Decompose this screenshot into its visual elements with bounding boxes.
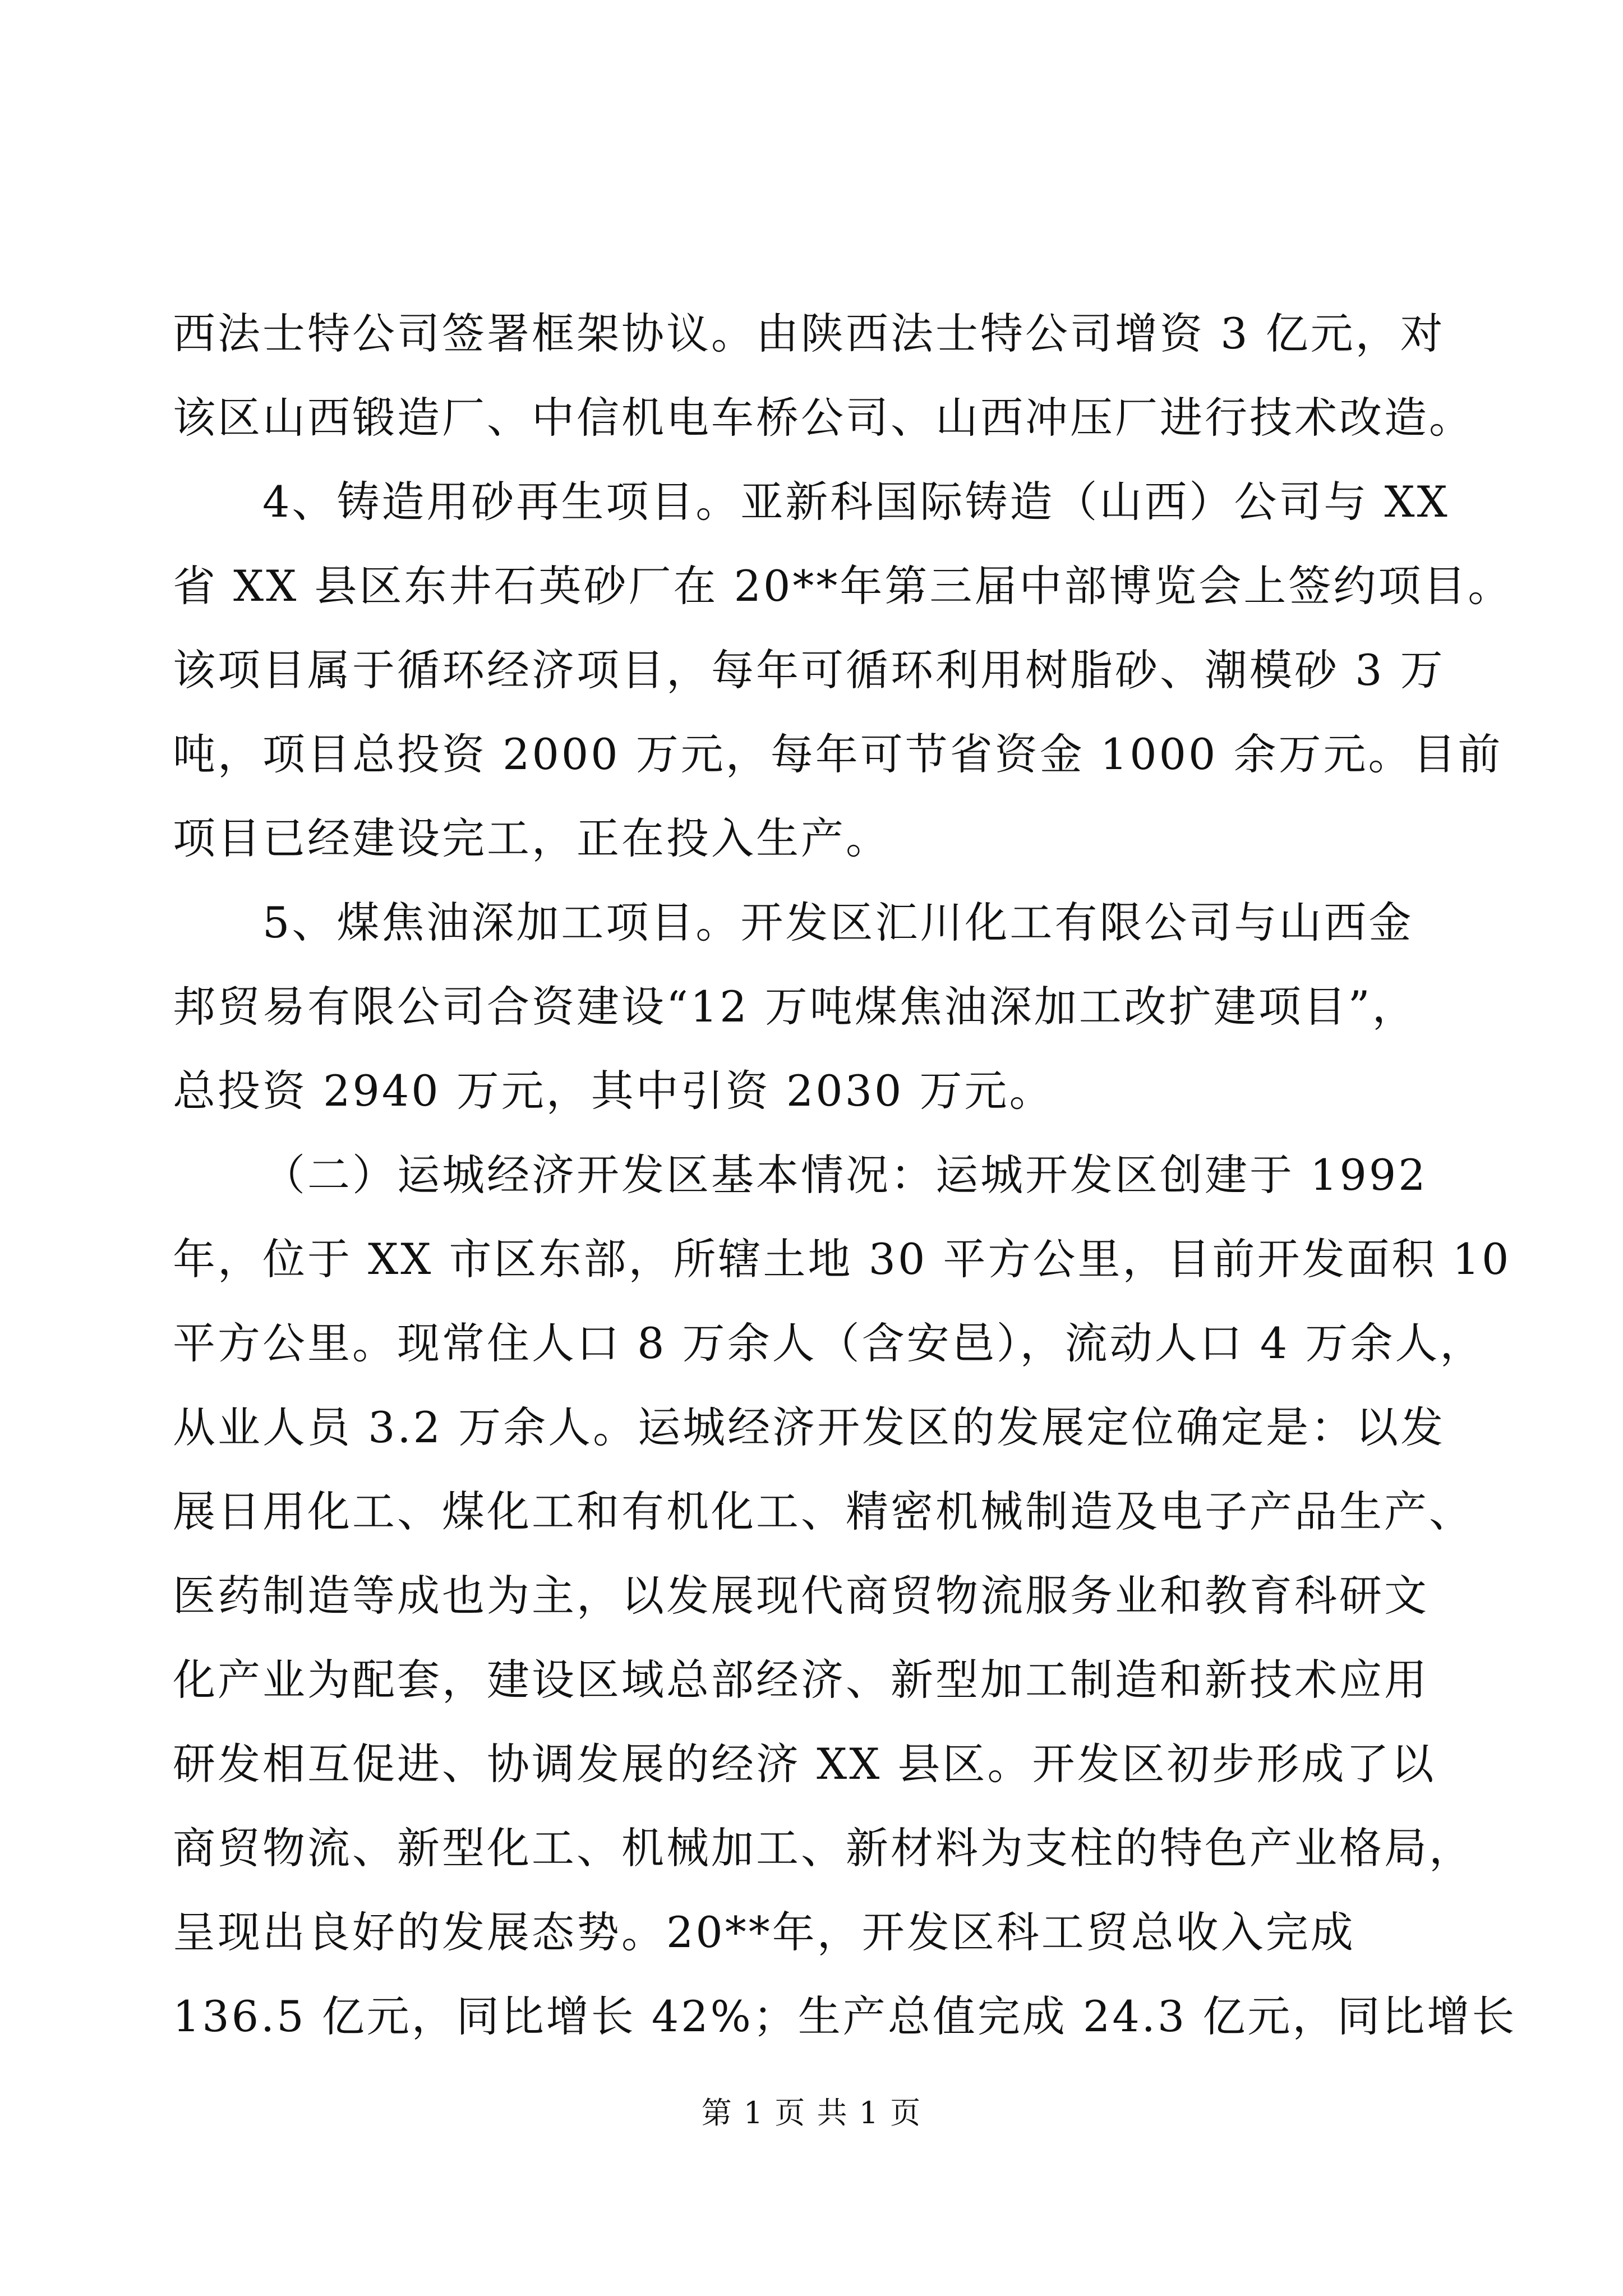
paragraph-item-5 <box>173 881 1451 1133</box>
paragraph-continuation <box>173 292 1474 460</box>
text-line: 研发相互促进、协调发展的经济 XX 县区。开发区初步形成了以 <box>173 1739 1436 1789</box>
text-line: 总投资 2940 万元，其中引资 2030 万元。 <box>173 1066 1054 1116</box>
text-line: 吨，项目总投资 2000 万元，每年可节省资金 1000 余万元。目前 <box>173 729 1503 779</box>
text-line: 商贸物流、新型化工、机械加工、新材料为支柱的特色产业格局， <box>173 1823 1474 1873</box>
text-line: 化产业为配套，建设区域总部经济、新型加工制造和新技术应用 <box>173 1655 1429 1705</box>
page-number: 第 1 页 共 1 页 <box>701 2095 922 2131</box>
text-line: 项目已经建设完工，正在投入生产。 <box>173 813 891 863</box>
text-line: 医药制造等成也为主，以发展现代商贸物流服务业和教育科研文 <box>173 1571 1429 1621</box>
document-body <box>173 292 1517 2059</box>
paragraph-item-4 <box>173 460 1513 881</box>
text-line: 展日用化工、煤化工和有机化工、精密机械制造及电子产品生产、 <box>173 1487 1474 1536</box>
text-line: 4、铸造用砂再生项目。亚新科国际铸造（山西）公司与 XX <box>262 477 1450 527</box>
text-line: 5、煤焦油深加工项目。开发区汇川化工有限公司与山西金 <box>262 898 1414 947</box>
text-line: 年，位于 XX 市区东部，所辖土地 30 平方公里，目前开发面积 10 <box>173 1234 1511 1284</box>
paragraph-section-2 <box>173 1133 1517 2059</box>
text-line: 呈现出良好的发展态势。20**年，开发区科工贸总收入完成 <box>173 1907 1355 1957</box>
text-line: 平方公里。现常住人口 8 万余人（含安邑），流动人口 4 万余人， <box>173 1318 1485 1368</box>
text-line: 省 XX 县区东井石英砂厂在 20**年第三届中部博览会上签约项目。 <box>173 561 1513 611</box>
text-line: 136.5 亿元，同比增长 42%；生产总值完成 24.3 亿元，同比增长 <box>173 1991 1517 2041</box>
text-line: 从业人员 3.2 万余人。运城经济开发区的发展定位确定是：以发 <box>173 1402 1446 1452</box>
text-line: 该区山西锻造厂、中信机电车桥公司、山西冲压厂进行技术改造。 <box>173 393 1474 443</box>
text-line: 该项目属于循环经济项目，每年可循环利用树脂砂、潮模砂 3 万 <box>173 645 1445 695</box>
text-line: （二）运城经济开发区基本情况：运城开发区创建于 1992 <box>262 1150 1428 1200</box>
text-line: 西法士特公司签署框架协议。由陕西法士特公司增资 3 亿元，对 <box>173 309 1445 358</box>
text-line: 邦贸易有限公司合资建设“12 万吨煤焦油深加工改扩建项目”， <box>173 982 1417 1032</box>
page-footer <box>0 2093 1623 2133</box>
